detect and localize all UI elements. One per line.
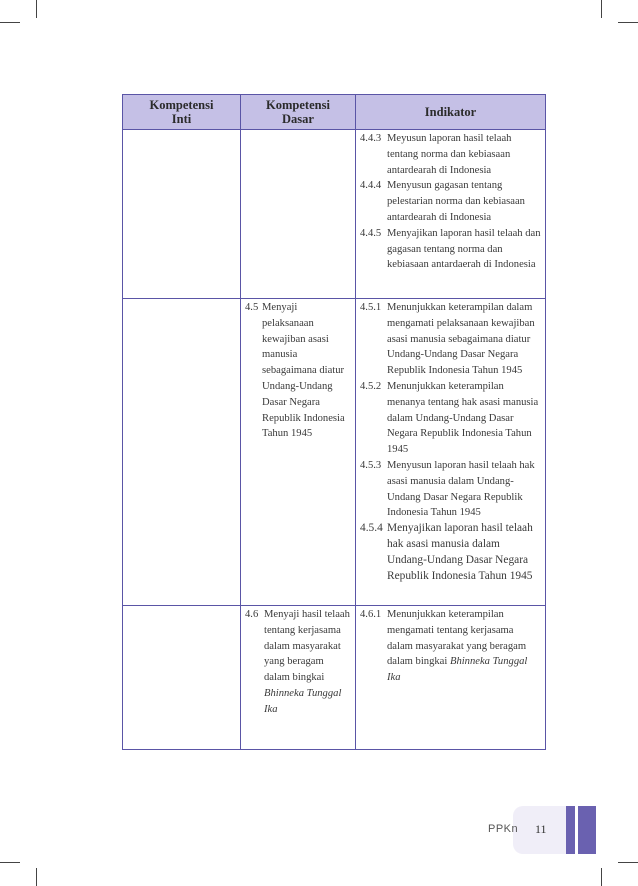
table-header-row [123, 95, 546, 130]
cell-indicators [356, 606, 546, 750]
kd-text-wrap [264, 607, 351, 718]
indicator-number: 4.6.1 [360, 609, 382, 620]
cell-kd [241, 299, 356, 606]
header-kompetensi-inti: Kompetensi Inti [123, 95, 241, 130]
indicator-item [360, 300, 541, 379]
crop-mark [0, 862, 20, 863]
indicator-text: Menyusun laporan hasil telaah hak asasi manusia dalam Undang-Undang Dasar Negara Republik Indonesia Tahun 1945 [387, 459, 535, 519]
table-row [123, 299, 546, 606]
kd-text: Menyaji pelaksanaan kewajiban asasi manusia sebagaimana diatur Undang-Undang Dasar Negara Republik Indonesia Tahun 1945 [262, 302, 345, 440]
indicator-number: 4.4.3 [360, 133, 382, 144]
crop-mark [618, 862, 638, 863]
indicator-text: Menyajikan laporan hasil telaah dan gagasan tentang norma dan kebiasaan antardaerah di Indonesia [387, 227, 541, 271]
header-kompetensi-dasar: Kompetensi Dasar [241, 95, 356, 130]
cell-indicators [356, 299, 546, 606]
crop-mark [0, 22, 20, 23]
crop-mark [36, 868, 37, 886]
competency-table [122, 94, 546, 750]
kd-text: Menyaji hasil telaah tentang kerjasama dalam masyarakat yang beragam dalam bingkai [264, 609, 350, 684]
footer-bar [578, 806, 596, 854]
cell-indicators [356, 130, 546, 299]
indicator-text: Menyusun gagasan tentang pelestarian norma dan kebiasaan antardearah di Indonesia [387, 180, 525, 223]
indicator-number: 4.5.3 [360, 459, 382, 471]
indicator-item [360, 131, 541, 178]
cell-kd [241, 606, 356, 750]
indicator-item [360, 458, 541, 521]
kd-number: 4.5 [245, 302, 259, 313]
table-row [123, 606, 546, 750]
indicator-text: Menunjukkan keterampilan dalam mengamati pelaksanaan kewajiban asasi manusia sebagaimana diatur Undang-Undang Dasar Negara Republik Indonesia Tahun 1945 [387, 302, 535, 377]
crop-mark [601, 0, 602, 18]
indicator-number: 4.4.5 [360, 227, 382, 239]
indicator-text: Menunjukkan keterampilan menanya tentang hak asasi manusia dalam Undang-Undang Dasar Negara Republik Indonesia Tahun 1945 [387, 380, 539, 456]
kd-text-italic: Bhinneka Tunggal Ika [264, 687, 342, 715]
cell-ki [123, 130, 241, 299]
indicator-text-wrap [387, 607, 541, 686]
kd-item [245, 300, 351, 442]
footer-bar [566, 806, 575, 854]
indicator-item [360, 226, 541, 273]
indicator-text-italic: Bhinneka Tunggal Ika [387, 656, 528, 684]
indicator-text: Meyusun laporan hasil telaah tentang norma dan kebiasaan antardearah di Indonesia [387, 133, 512, 176]
crop-mark [618, 22, 638, 23]
indicator-number: 4.5.1 [360, 302, 382, 313]
table-row [123, 130, 546, 299]
indicator-number: 4.5.2 [360, 380, 382, 392]
indicator-number: 4.5.4 [360, 522, 383, 535]
cell-ki [123, 606, 241, 750]
indicator-item [360, 379, 541, 458]
kd-number: 4.6 [245, 609, 259, 620]
crop-mark [36, 0, 37, 18]
cell-kd [241, 130, 356, 299]
indicator-text: Menunjukkan keterampilan mengamati tentang kerjasama dalam masyarakat yang beragam dalam bingkai [387, 609, 527, 668]
header-indikator: Indikator [356, 95, 546, 130]
subject-label: PPKn [488, 823, 519, 835]
cell-ki [123, 299, 241, 606]
indicator-number: 4.4.4 [360, 180, 382, 192]
indicator-item [360, 178, 541, 225]
page-number: 11 [535, 822, 547, 836]
crop-mark [601, 868, 602, 886]
indicator-text: Menyajikan laporan hasil telaah hak asasi manusia dalam Undang-Undang Dasar Negara Republik Indonesia Tahun 1945 [387, 522, 533, 582]
kd-item [245, 607, 351, 718]
indicator-item [360, 607, 541, 686]
indicator-item [360, 521, 541, 584]
